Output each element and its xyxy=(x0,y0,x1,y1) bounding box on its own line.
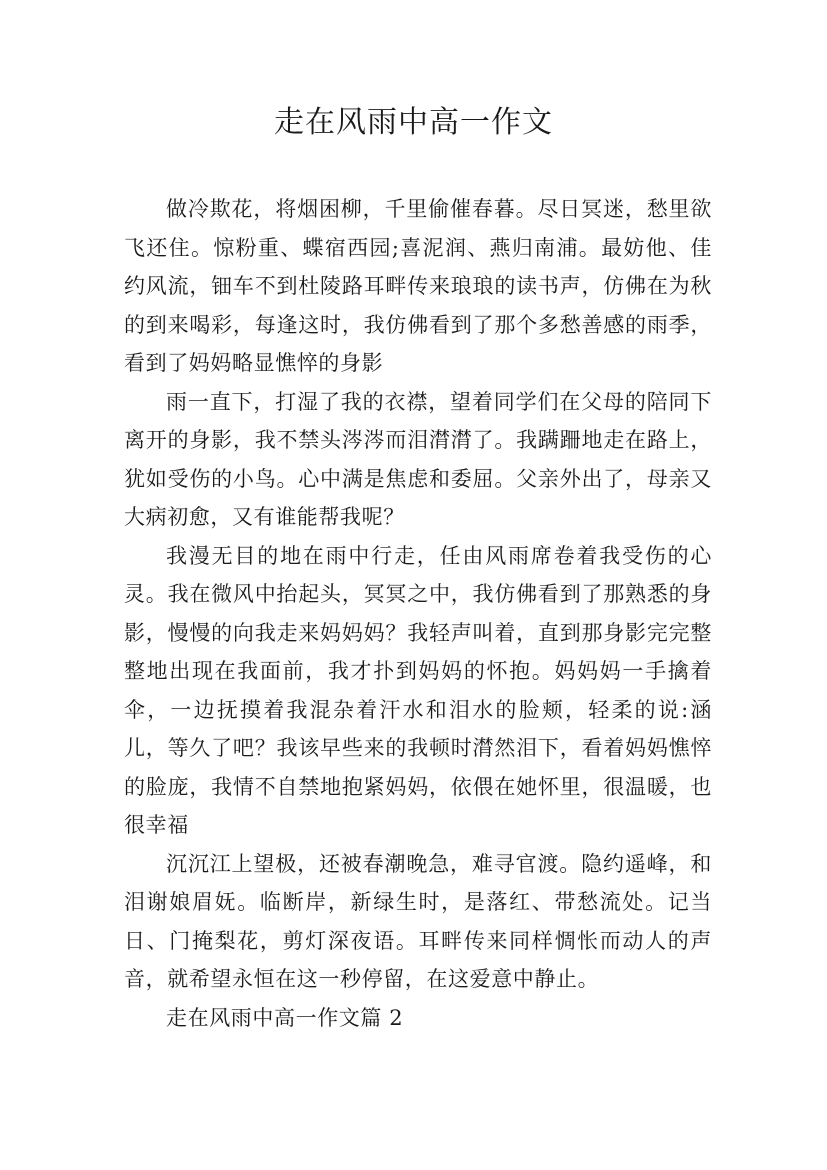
paragraph-2: 雨一直下，打湿了我的衣襟，望着同学们在父母的陪同下离开的身影，我不禁头涔涔而泪潸潸了。我蹒跚地走在路上，犹如受伤的小鸟。心中满是焦虑和委屈。父亲外出了，母亲又大病初愈，又有谁能帮我呢？ xyxy=(124,389,712,529)
document-title: 走在风雨中高一作文 xyxy=(274,105,553,140)
paragraph-3: 我漫无目的地在雨中行走，任由风雨席卷着我受伤的心灵。我在微风中抬起头，冥冥之中，我仿佛看到了那熟悉的身影，慢慢的向我走来妈妈妈？我轻声叫着，直到那身影完完整整地出现在我面前，我才扑到妈妈的怀抱。妈妈妈一手擒着伞，一边抚摸着我混杂着汗水和泪水的脸颊，轻柔的说:涵儿，等久了吧？我该早些来的我顿时潸然泪下，看着妈妈憔悴的脸庞，我情不自禁地抱紧妈妈，依偎在她怀里，很温暖，也很幸福 xyxy=(124,543,712,837)
paragraph-1: 做冷欺花，将烟困柳，千里偷催春暮。尽日冥迷，愁里欲飞还住。惊粉重、蝶宿西园;喜泥润、燕归南浦。最妨他、佳约风流，钿车不到杜陵路耳畔传来琅琅的读书声，仿佛在为秋的到来喝彩，每逢这时，我仿佛看到了那个多愁善感的雨季，看到了妈妈略显憔悴的身影 xyxy=(124,197,712,375)
document-body xyxy=(124,190,712,1037)
section-heading-2: 走在风雨中高一作文篇 2 xyxy=(166,1005,404,1030)
paragraph-4: 沉沉江上望极，还被春潮晚急，难寻官渡。隐约遥峰，和泪谢娘眉妩。临断岸，新绿生时，是落红、带愁流处。记当日、门掩梨花，剪灯深夜语。耳畔传来同样惆怅而动人的声音，就希望永恒在这一秒停留，在这爱意中静止。 xyxy=(124,851,712,991)
